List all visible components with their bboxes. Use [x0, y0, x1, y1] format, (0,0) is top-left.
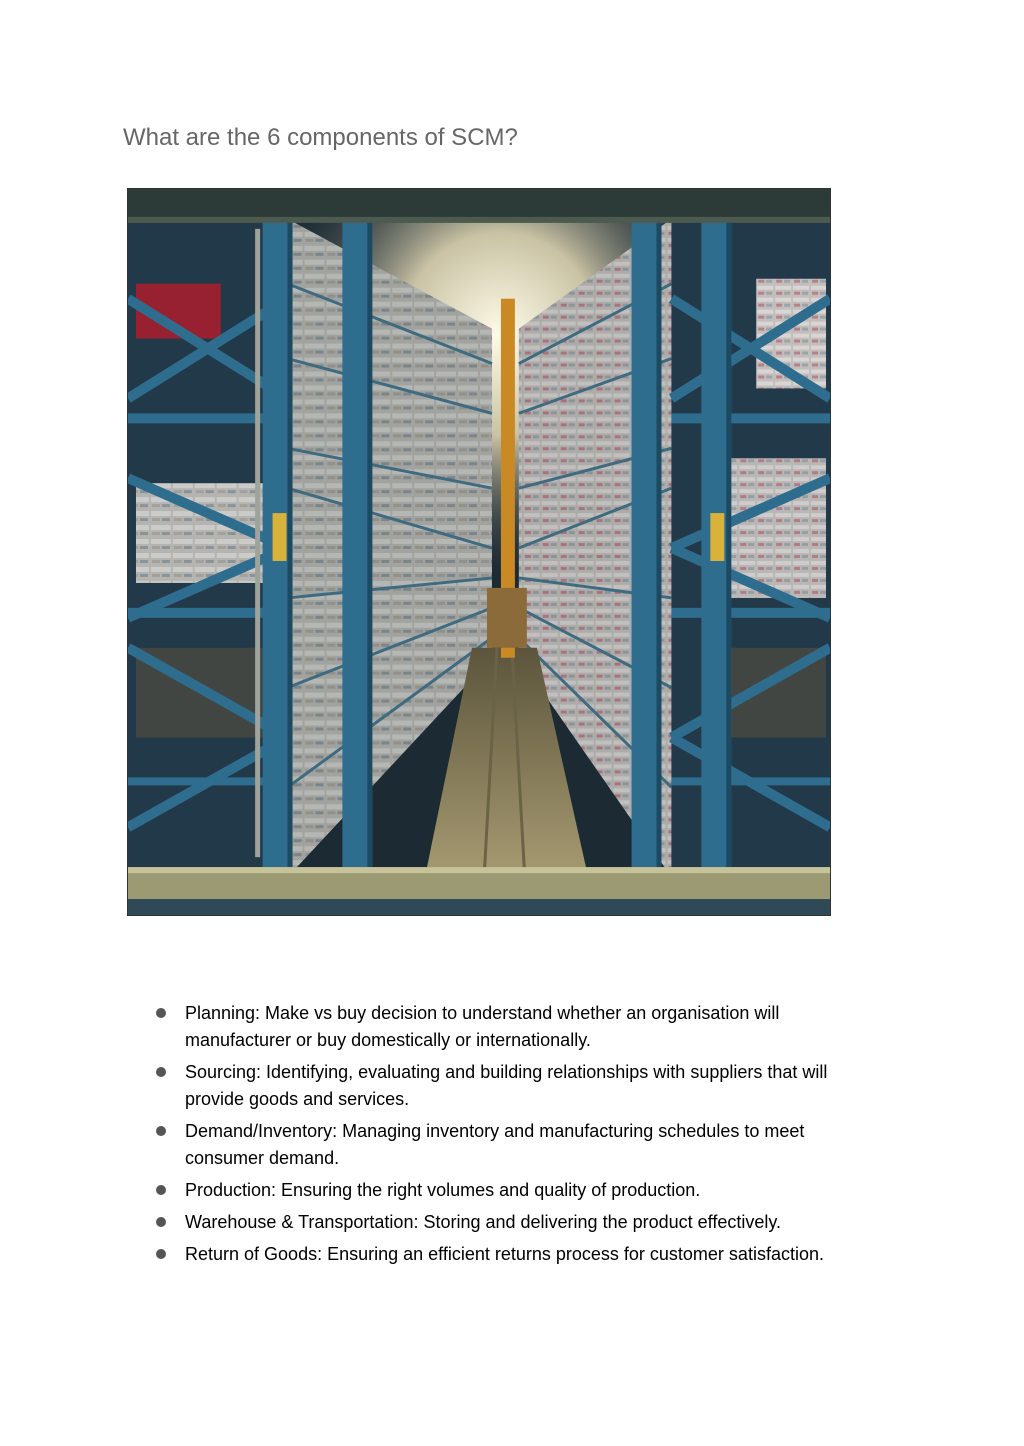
list-item-text: Production: Ensuring the right volumes and quality of production. — [185, 1180, 701, 1200]
list-item — [152, 1241, 872, 1268]
list-item-text: Planning: Make vs buy decision to understand whether an organisation will manufacturer or buy domestically or internationally. — [185, 1003, 780, 1050]
list-item — [152, 1000, 872, 1054]
list-item — [152, 1177, 872, 1204]
list-item — [152, 1209, 872, 1236]
list-item-text: Warehouse & Transportation: Storing and delivering the product effectively. — [185, 1212, 782, 1232]
components-list — [152, 1000, 872, 1273]
bullet-icon — [156, 1126, 166, 1136]
list-item-text: Sourcing: Identifying, evaluating and building relationships with suppliers that will provide goods and services. — [185, 1062, 828, 1109]
warehouse-photo — [127, 188, 831, 916]
list-item — [152, 1118, 872, 1172]
page-title: What are the 6 components of SCM? — [123, 124, 518, 151]
bullet-icon — [156, 1249, 166, 1259]
bullet-icon — [156, 1008, 166, 1018]
list-item-text: Return of Goods: Ensuring an efficient returns process for customer satisfaction. — [185, 1244, 824, 1264]
bullet-icon — [156, 1185, 166, 1195]
list-item-text: Demand/Inventory: Managing inventory and manufacturing schedules to meet consumer demand. — [185, 1121, 805, 1168]
list-item — [152, 1059, 872, 1113]
bullet-icon — [156, 1067, 166, 1077]
bullet-icon — [156, 1217, 166, 1227]
